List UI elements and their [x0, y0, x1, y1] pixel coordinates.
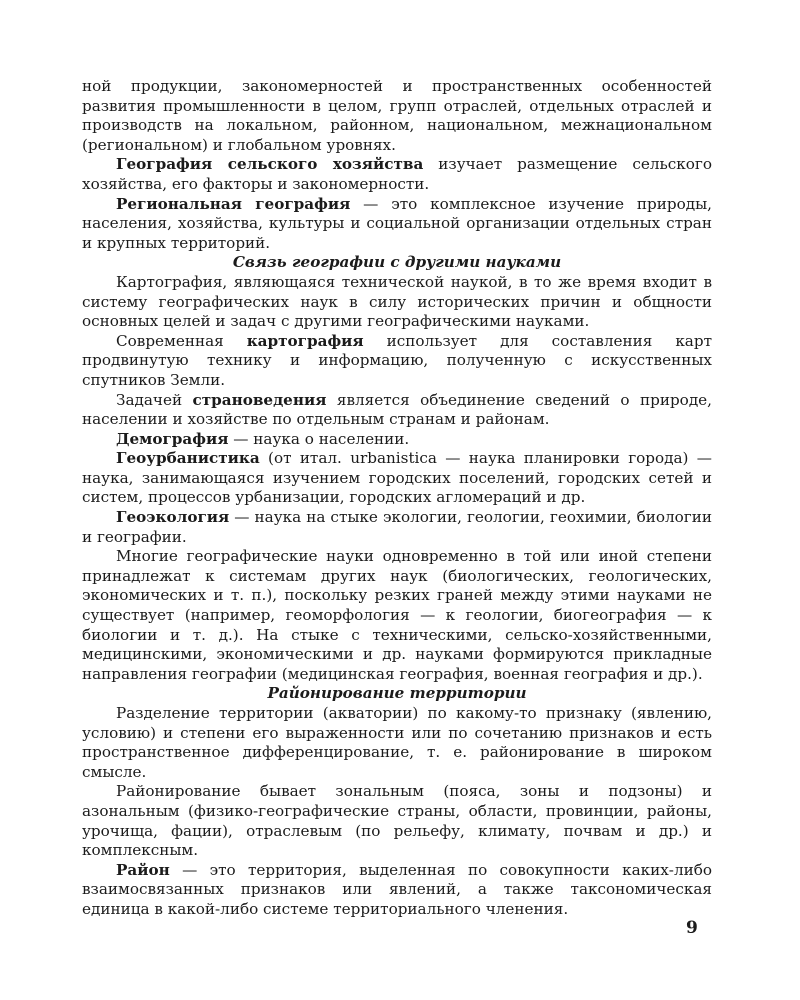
paragraph-text: — это территория, выделенная по совокупности каких-либо взаимосвязанных признаков или явлений, а также таксономическая единица в какой-либо системе территориального членения. [82, 860, 712, 918]
paragraph-district [82, 861, 712, 920]
paragraph-country-studies [82, 391, 712, 430]
paragraph-text: использует для составления карт продвинутую технику и информацию, полученную с искусственных спутников Земли. [82, 331, 712, 389]
paragraph-industry-geography-continuation [82, 77, 712, 155]
term-cartography: картография [246, 331, 364, 350]
paragraph-prefix: Задачей [116, 390, 193, 409]
paragraph-geourbanistics [82, 449, 712, 508]
term-demography: Демография [116, 429, 229, 448]
paragraph-geoecology [82, 508, 712, 547]
paragraph-zoning-types [82, 782, 712, 860]
term-agricultural-geography: География сельского хозяйства [116, 155, 424, 174]
paragraph-text: изучает размещение сельского хозяйства, его факторы и закономерности. [82, 155, 712, 193]
term-regional-geography: Региональная география [116, 194, 351, 213]
term-geoecology: Геоэкология [116, 508, 230, 527]
paragraph-text: ной продукции, закономерностей и пространственных особенностей развития промышленности в целом, групп отраслей, отдельных отраслей и производств на локальном, районном, национальном, межнациональном (региональном) и глобальном уровнях. [82, 77, 712, 154]
term-district: Район [116, 860, 170, 879]
paragraph-interdisciplinary [82, 547, 712, 684]
term-geourbanistics: Геоурбанистика [116, 449, 260, 468]
paragraph-text: Разделение территории (акватории) по какому-то признаку (явлению, условию) и степени его выраженности или по сочетанию признаков и есть пространственное дифференцирование, т. е. районирование в широком смысле. [82, 704, 712, 781]
paragraph-text: — это комплексное изучение природы, населения, хозяйства, культуры и социальной организации отдельных стран и крупных территорий. [82, 194, 712, 252]
paragraph-text: — наука на стыке экологии, геологии, геохимии, биологии и географии. [82, 508, 712, 546]
paragraph-text: Картография, являющаяся технической наукой, в то же время входит в систему географических наук в силу исторических причин и общности основных целей и задач с другими географическими науками. [82, 272, 712, 331]
page-number: 9 [686, 918, 698, 938]
page-body [82, 77, 712, 920]
term-country-studies: страноведения [192, 390, 327, 409]
paragraph-modern-cartography [82, 332, 712, 391]
paragraph-text: является объединение сведений о природе, населении и хозяйстве по отдельным странам и районам. [82, 390, 712, 429]
section-heading-related-sciences: Связь географии с другими науками [232, 253, 562, 272]
paragraph-zoning-definition [82, 704, 712, 782]
paragraph-text: Районирование бывает зональным (пояса, зоны и подзоны) и азональным (физико-географические страны, области, провинции, районы, урочища, фации), отраслевым (по рельефу, климату, почвам и др.) и комплексным. [82, 782, 712, 860]
paragraph-demography [82, 430, 712, 450]
paragraph-cartography-intro [82, 273, 712, 332]
paragraph-text: — наука о населении. [228, 429, 410, 448]
paragraph-text: (от итал. urbanistica — наука планировки города) — наука, занимающаяся изучением городских поселений, городских сетей и систем, процессов урбанизации, городских агломераций и др. [82, 449, 712, 507]
paragraph-prefix: Современная [116, 331, 247, 350]
paragraph-regional-geography [82, 195, 712, 254]
paragraph-agricultural-geography [82, 155, 712, 194]
paragraph-text: Многие географические науки одновременно в той или иной степени принадлежат к системам других наук (биологических, геологических, экономических и т. п.), поскольку резких граней между этими науками не существует (например, геоморфология — к геологии, биогеография — к биологии и т. д.). На стыке с техническими, сельско-хозяйственными, медицинскими, экономическими и др. науками формируются прикладные направления географии (медицинская география, военная география и др.). [82, 547, 712, 683]
section-heading-zoning: Районирование территории [267, 684, 527, 703]
